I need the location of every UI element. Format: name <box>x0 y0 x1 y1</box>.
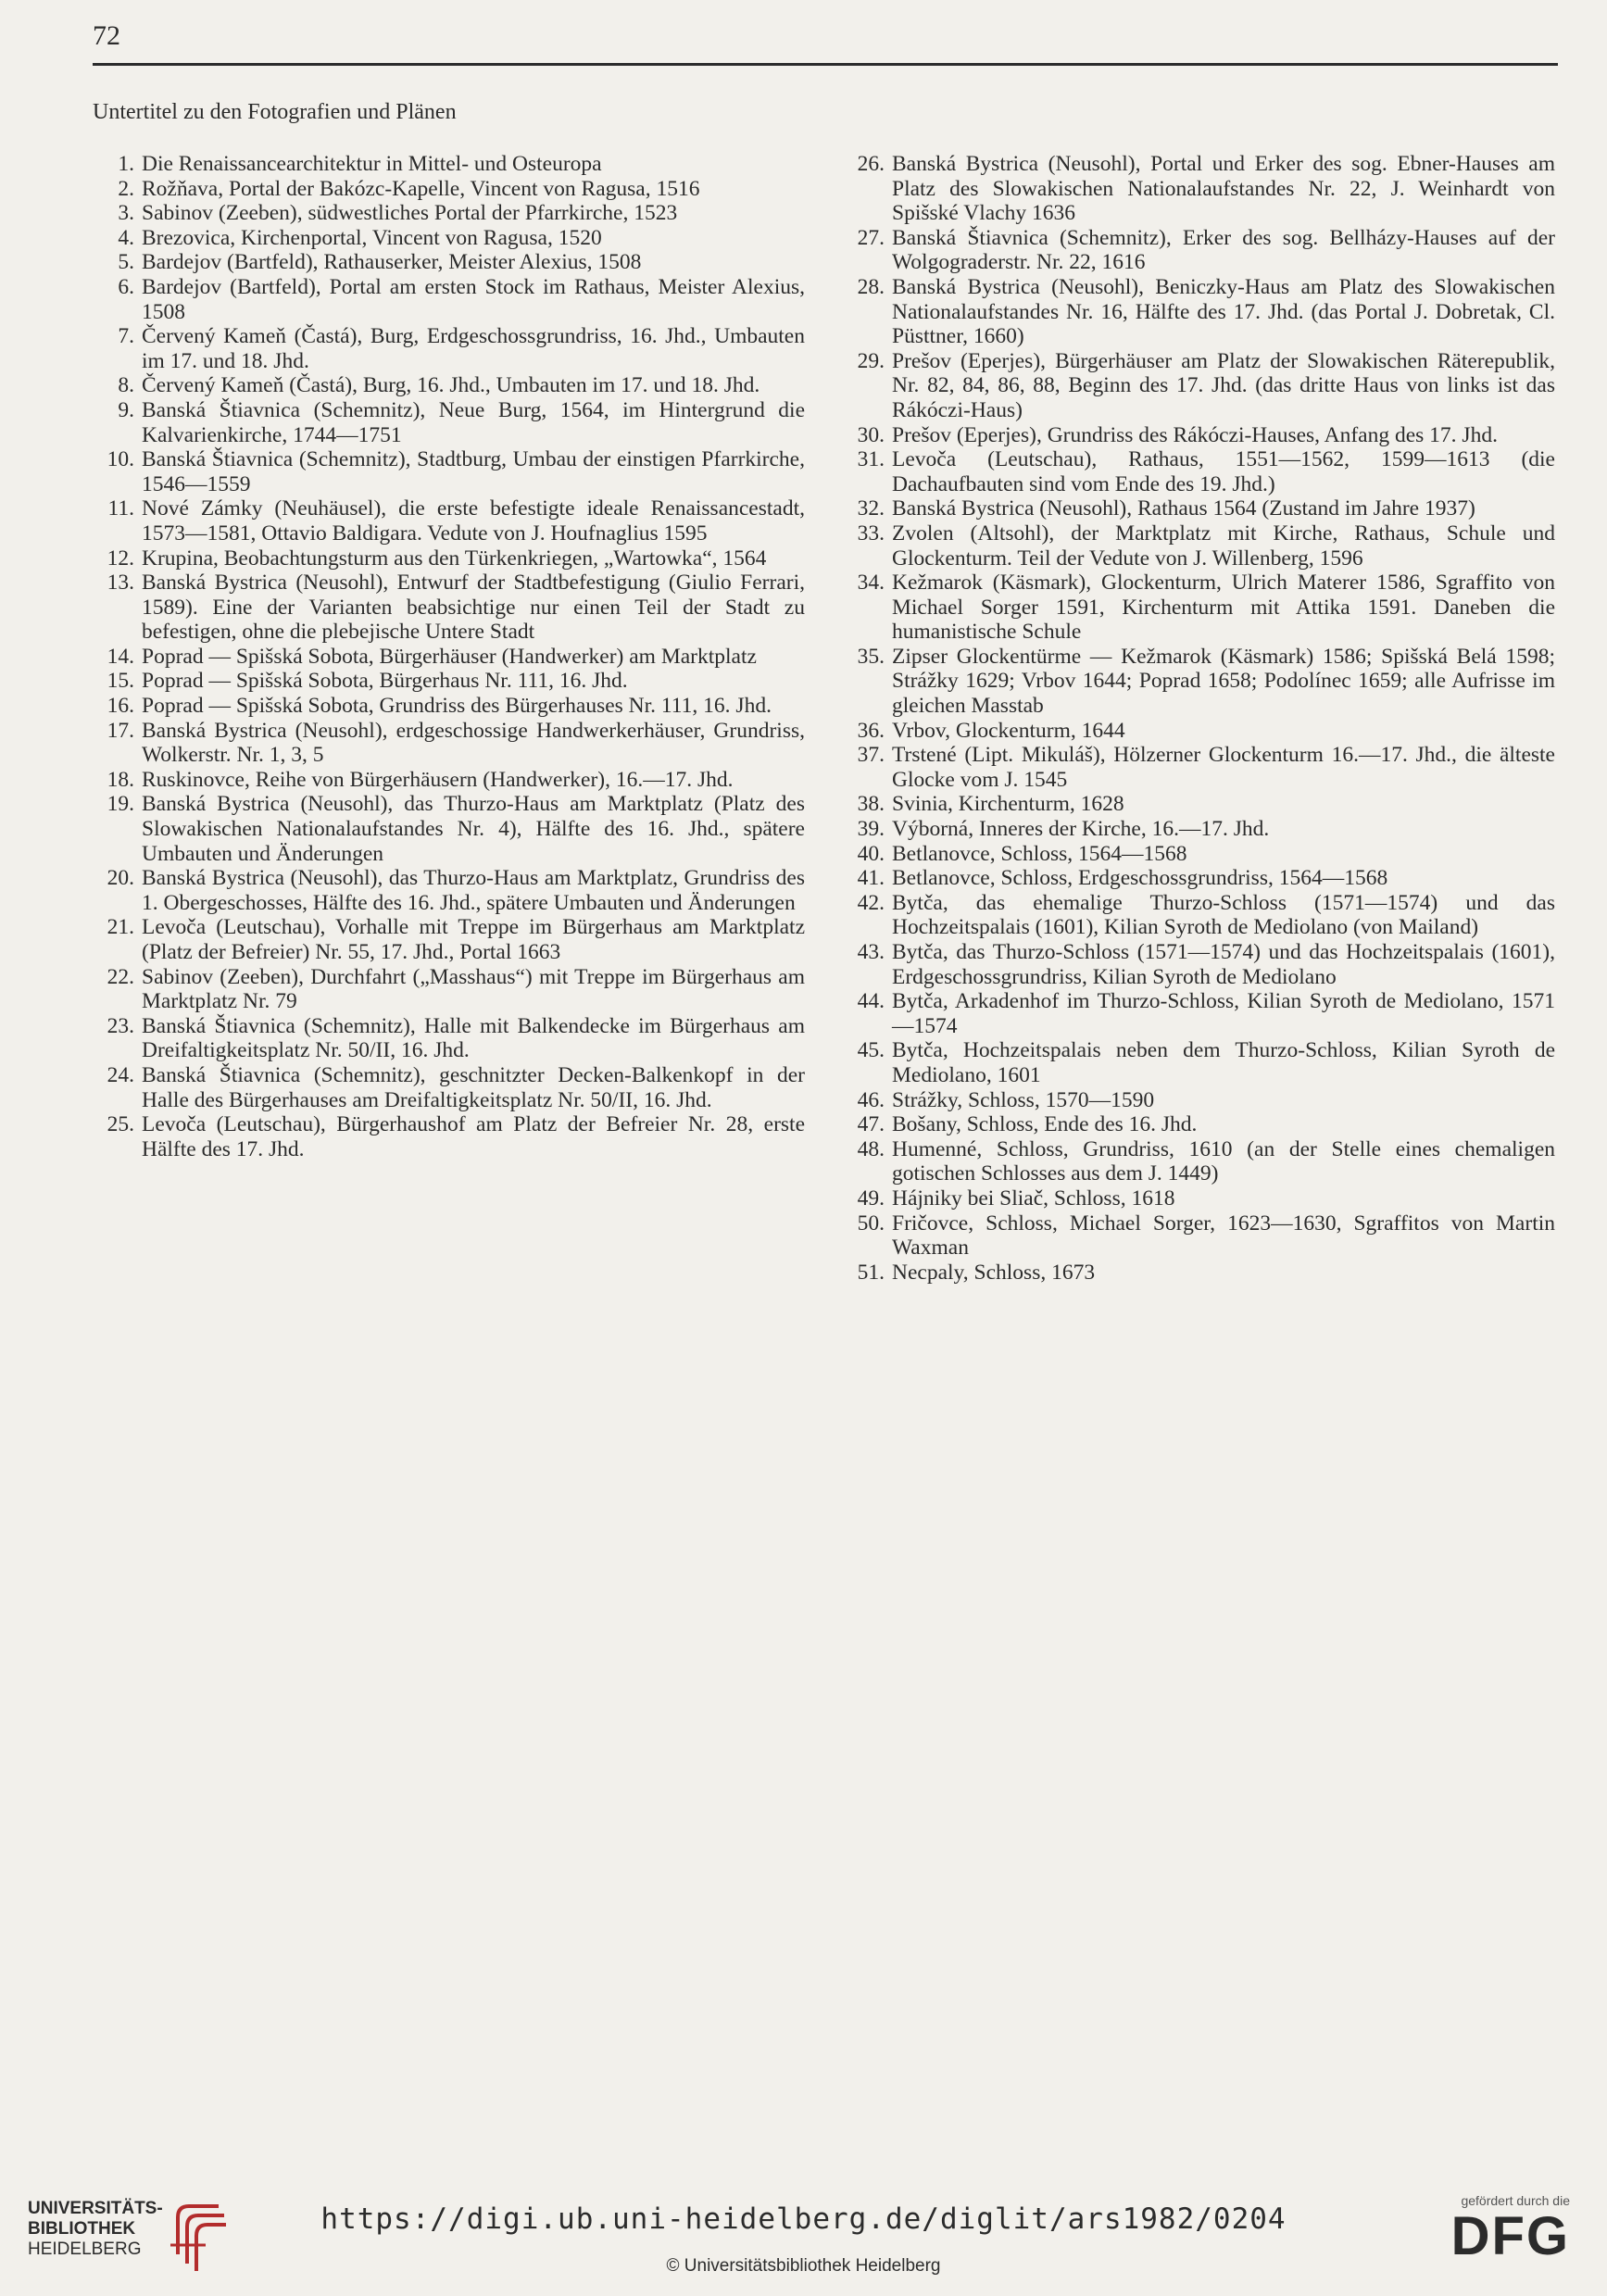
caption-entry <box>847 571 1555 645</box>
caption-entry <box>847 1186 1555 1211</box>
caption-number: 9. <box>118 397 134 422</box>
caption-entry <box>847 866 1555 891</box>
caption-number: 32. <box>857 496 885 521</box>
caption-entry <box>847 743 1555 792</box>
caption-text: Bytča, das Thurzo-Schloss (1571—1574) und das Hochzeitspalais (1601), Erdgeschossgrundriss, Kilian Syroth de Mediolano <box>892 940 1555 989</box>
caption-number: 14. <box>107 644 134 669</box>
caption-text: Bytča, Arkadenhof im Thurzo-Schloss, Kilian Syroth de Mediolano, 1571—1574 <box>892 989 1555 1038</box>
library-name-line3: HEIDELBERG <box>28 2240 142 2259</box>
caption-entry <box>847 423 1555 448</box>
caption-entry <box>847 645 1555 719</box>
caption-number: 29. <box>857 348 885 373</box>
caption-text: Banská Bystrica (Neusohl), Portal und Erker des sog. Ebner-Hauses am Platz des Slowakischen Nationalaufstandes Nr. 22, J. Weinhardt von Spišské Vlachy 1636 <box>892 152 1555 226</box>
caption-text: Bytča, das ehemalige Thurzo-Schloss (1571—1574) und das Hochzeitspalais (1601), Kilian Syroth de Mediolano (von Mailand) <box>892 890 1555 940</box>
caption-text: Zipser Glockentürme — Kežmarok (Käsmark) 1586; Spišská Belá 1598; Strážky 1629; Vrbov 1644; Poprad 1658; Podolínec 1659; alle Aufrisse im gleichen Masstab <box>892 644 1555 719</box>
caption-text: Prešov (Eperjes), Grundriss des Rákóczi-Hauses, Anfang des 17. Jhd. <box>892 422 1498 447</box>
caption-text: Bardejov (Bartfeld), Rathauserker, Meister Alexius, 1508 <box>142 250 642 275</box>
caption-text: Vrbov, Glockenturm, 1644 <box>892 718 1125 743</box>
caption-text: Poprad — Spišská Sobota, Grundriss des Bürgerhauses Nr. 111, 16. Jhd. <box>142 694 772 719</box>
caption-text: Levoča (Leutschau), Rathaus, 1551—1562, 1599—1613 (die Dachaufbauten sind vom Ende des 19. Jhd.) <box>892 447 1555 496</box>
caption-text: Banská Bystrica (Neusohl), Entwurf der Stadtbefestigung (Giulio Ferrari, 1589). Eine der Varianten beabsichtige nur einen Teil der Stadt zu befestigen, ohne die plebejische Untere Stadt <box>142 571 805 645</box>
caption-entry <box>97 965 805 1014</box>
caption-number: 10. <box>107 447 134 472</box>
caption-entry <box>847 1112 1555 1137</box>
caption-text: Červený Kameň (Častá), Burg, 16. Jhd., Umbauten im 17. und 18. Jhd. <box>142 373 760 398</box>
caption-entry <box>97 792 805 866</box>
caption-number: 22. <box>107 964 134 989</box>
dfg-logo[interactable] <box>1451 2193 1570 2265</box>
caption-text: Výborná, Inneres der Kirche, 16.—17. Jhd. <box>892 817 1270 842</box>
caption-text: Humenné, Schloss, Grundriss, 1610 (an der Stelle eines chemaligen gotischen Schlosses aus dem J. 1449) <box>892 1136 1555 1186</box>
caption-number: 25. <box>107 1112 134 1137</box>
left-column <box>97 152 805 1161</box>
caption-number: 31. <box>857 447 885 472</box>
caption-text: Kežmarok (Käsmark), Glockenturm, Ulrich Materer 1586, Sgraffito von Michael Sorger 1591, Kirchenturm mit Attika 1591. Daneben die humanistische Schule <box>892 571 1555 645</box>
caption-entry <box>847 891 1555 940</box>
caption-text: Levoča (Leutschau), Bürgerhaushof am Platz der Befreier Nr. 28, erste Hälfte des 17. Jhd. <box>142 1112 805 1161</box>
caption-entry <box>97 866 805 915</box>
caption-entry <box>97 546 805 571</box>
caption-entry <box>847 1038 1555 1087</box>
caption-entry <box>847 817 1555 842</box>
caption-text: Ruskinovce, Reihe von Bürgerhäusern (Handwerker), 16.—17. Jhd. <box>142 767 734 792</box>
caption-number: 38. <box>857 792 885 817</box>
caption-entry <box>847 1137 1555 1186</box>
caption-text: Svinia, Kirchenturm, 1628 <box>892 792 1124 817</box>
caption-number: 48. <box>857 1136 885 1161</box>
caption-number: 36. <box>857 718 885 743</box>
caption-number: 1. <box>118 152 134 176</box>
caption-text: Banská Bystrica (Neusohl), erdgeschossige Handwerkerhäuser, Grundriss, Wolkerstr. Nr. 1, 3, 5 <box>142 718 805 768</box>
caption-number: 45. <box>857 1038 885 1063</box>
caption-text: Betlanovce, Schloss, 1564—1568 <box>892 841 1187 866</box>
section-heading: Untertitel zu den Fotografien und Plänen <box>93 100 457 124</box>
caption-number: 33. <box>857 521 885 546</box>
caption-entry <box>847 496 1555 521</box>
caption-entry <box>97 447 805 496</box>
caption-number: 12. <box>107 546 134 571</box>
caption-number: 11. <box>107 496 134 521</box>
caption-number: 16. <box>107 694 134 719</box>
caption-entry <box>97 1063 805 1112</box>
caption-text: Die Renaissancearchitektur in Mittel- und Osteuropa <box>142 152 602 176</box>
caption-text: Sabinov (Zeeben), südwestliches Portal der Pfarrkirche, 1523 <box>142 201 678 226</box>
caption-text: Červený Kameň (Častá), Burg, Erdgeschossgrundriss, 16. Jhd., Umbauten im 17. und 18. Jhd. <box>142 324 805 373</box>
caption-number: 6. <box>118 274 134 299</box>
caption-number: 30. <box>857 422 885 447</box>
caption-text: Betlanovce, Schloss, Erdgeschossgrundriss, 1564—1568 <box>892 866 1388 891</box>
copyright-notice: © Universitätsbibliothek Heidelberg <box>666 2256 941 2276</box>
caption-entry <box>97 645 805 670</box>
dfg-wordmark: DFG <box>1450 2206 1570 2266</box>
caption-text: Strážky, Schloss, 1570—1590 <box>892 1087 1155 1112</box>
caption-text: Banská Štiavnica (Schemnitz), Stadtburg, Umbau der einstigen Pfarrkirche, 1546—1559 <box>142 447 805 496</box>
caption-text: Bardejov (Bartfeld), Portal am ersten Stock im Rathaus, Meister Alexius, 1508 <box>142 274 805 324</box>
caption-entry <box>97 694 805 719</box>
caption-entry <box>97 201 805 226</box>
caption-text: Brezovica, Kirchenportal, Vincent von Ragusa, 1520 <box>142 225 602 250</box>
caption-entry <box>97 669 805 694</box>
dfg-funded-by: gefördert durch die <box>1461 2193 1570 2208</box>
caption-entry <box>847 1088 1555 1113</box>
permalink-url[interactable]: https://digi.ub.uni-heidelberg.de/diglit/ars1982/0204 <box>320 2202 1287 2236</box>
caption-text: Prešov (Eperjes), Bürgerhäuser am Platz der Slowakischen Räterepublik, Nr. 82, 84, 86, 88, Beginn des 17. Jhd. (das dritte Haus von links ist das Rákóczi-Haus) <box>892 348 1555 422</box>
caption-number: 2. <box>118 176 134 201</box>
caption-number: 13. <box>107 571 134 596</box>
caption-text: Bošany, Schloss, Ende des 16. Jhd. <box>892 1112 1198 1137</box>
caption-entry <box>847 1211 1555 1261</box>
caption-entry <box>97 915 805 964</box>
caption-entry <box>847 275 1555 349</box>
caption-entry <box>97 768 805 793</box>
caption-number: 37. <box>857 743 885 768</box>
caption-number: 35. <box>857 644 885 669</box>
caption-number: 23. <box>107 1013 134 1038</box>
caption-number: 49. <box>857 1186 885 1211</box>
caption-text: Banská Bystrica (Neusohl), Rathaus 1564 (Zustand im Jahre 1937) <box>892 496 1475 521</box>
caption-text: Banská Bystrica (Neusohl), das Thurzo-Haus am Marktplatz, Grundriss des 1. Obergeschosses, Hälfte des 16. Jhd., spätere Umbauten und Änderungen <box>142 866 805 915</box>
caption-number: 50. <box>857 1211 885 1236</box>
caption-entry <box>97 1014 805 1063</box>
caption-number: 26. <box>857 152 885 176</box>
caption-text: Banská Bystrica (Neusohl), das Thurzo-Haus am Marktplatz (Platz des Slowakischen Nationalaufstandes Nr. 4), Hälfte des 16. Jhd., spätere Umbauten und Änderungen <box>142 792 805 866</box>
caption-text: Banská Štiavnica (Schemnitz), Halle mit Balkendecke im Bürgerhaus am Dreifaltigkeitsplatz Nr. 50/II, 16. Jhd. <box>142 1013 805 1063</box>
caption-number: 47. <box>857 1112 885 1137</box>
caption-number: 8. <box>118 373 134 398</box>
caption-text: Levoča (Leutschau), Vorhalle mit Treppe im Bürgerhaus am Marktplatz (Platz der Befreier) Nr. 55, 17. Jhd., Portal 1663 <box>142 915 805 964</box>
caption-entry <box>97 177 805 202</box>
caption-text: Sabinov (Zeeben), Durchfahrt („Masshaus“) mit Treppe im Bürgerhaus am Marktplatz Nr. 79 <box>142 964 805 1014</box>
caption-entry <box>97 275 805 324</box>
caption-text: Poprad — Spišská Sobota, Bürgerhäuser (Handwerker) am Marktplatz <box>142 644 757 669</box>
caption-number: 21. <box>107 915 134 940</box>
header-rule <box>93 63 1558 66</box>
caption-number: 27. <box>857 225 885 250</box>
caption-text: Hájniky bei Sliač, Schloss, 1618 <box>892 1186 1175 1211</box>
caption-number: 28. <box>857 274 885 299</box>
caption-entry <box>847 940 1555 989</box>
caption-entry <box>97 496 805 546</box>
caption-number: 43. <box>857 940 885 964</box>
caption-text: Krupina, Beobachtungsturm aus den Türkenkriegen, „Wartowka“, 1564 <box>142 546 767 571</box>
caption-entry <box>97 373 805 398</box>
right-column <box>847 152 1555 1285</box>
caption-text: Trstené (Lipt. Mikuláš), Hölzerner Glockenturm 16.—17. Jhd., die älteste Glocke vom J. 1545 <box>892 743 1555 792</box>
caption-entry <box>97 398 805 447</box>
caption-number: 24. <box>107 1062 134 1087</box>
caption-entry <box>847 989 1555 1038</box>
caption-text: Rožňava, Portal der Bakózc-Kapelle, Vincent von Ragusa, 1516 <box>142 176 700 201</box>
caption-entry <box>847 521 1555 571</box>
caption-text: Banská Štiavnica (Schemnitz), Neue Burg, 1564, im Hintergrund die Kalvarienkirche, 1744—1751 <box>142 397 805 447</box>
caption-entry <box>847 152 1555 226</box>
caption-number: 19. <box>107 792 134 817</box>
library-name-line1: UNIVERSITÄTS- <box>28 2199 163 2218</box>
caption-number: 4. <box>118 225 134 250</box>
caption-number: 17. <box>107 718 134 743</box>
caption-text: Fričovce, Schloss, Michael Sorger, 1623—1630, Sgraffitos von Martin Waxman <box>892 1211 1555 1261</box>
caption-number: 5. <box>118 250 134 275</box>
caption-text: Banská Štiavnica (Schemnitz), Erker des sog. Bellházy-Hauses auf der Wolgograderstr. Nr. 22, 1616 <box>892 225 1555 275</box>
caption-number: 51. <box>857 1260 885 1285</box>
caption-number: 3. <box>118 201 134 226</box>
caption-entry <box>97 719 805 768</box>
caption-entry <box>97 571 805 645</box>
caption-entry <box>847 842 1555 867</box>
caption-number: 34. <box>857 571 885 596</box>
caption-entry <box>97 1112 805 1161</box>
caption-entry <box>847 1261 1555 1286</box>
page-number: 72 <box>93 20 120 51</box>
caption-text: Bytča, Hochzeitspalais neben dem Thurzo-Schloss, Kilian Syroth de Mediolano, 1601 <box>892 1038 1555 1087</box>
caption-entry <box>97 324 805 373</box>
caption-number: 7. <box>118 324 134 349</box>
caption-entry <box>847 719 1555 744</box>
caption-text: Banská Bystrica (Neusohl), Beniczky-Haus am Platz des Slowakischen Nationalaufstandes Nr. 16, Hälfte des 17. Jhd. (das Portal J. Dobretak, Cl. Püsttner, 1660) <box>892 274 1555 349</box>
caption-text: Necpaly, Schloss, 1673 <box>892 1260 1096 1285</box>
caption-entry <box>97 152 805 177</box>
caption-number: 41. <box>857 866 885 891</box>
caption-number: 42. <box>857 890 885 915</box>
caption-entry <box>847 349 1555 423</box>
caption-text: Nové Zámky (Neuhäusel), die erste befestigte ideale Renaissancestadt, 1573—1581, Ottavio Baldigara. Vedute von J. Houfnaglius 1595 <box>142 496 805 546</box>
caption-number: 20. <box>107 866 134 891</box>
caption-text: Banská Štiavnica (Schemnitz), geschnitzter Decken-Balkenkopf in der Halle des Bürgerhauses am Dreifaltigkeitsplatz Nr. 50/II, 16. Jhd. <box>142 1062 805 1112</box>
caption-entry <box>847 792 1555 817</box>
caption-text: Zvolen (Altsohl), der Marktplatz mit Kirche, Rathaus, Schule und Glockenturm. Teil der Vedute von J. Willenberg, 1596 <box>892 521 1555 571</box>
library-name-line2: BIBLIOTHEK <box>28 2219 136 2239</box>
caption-number: 46. <box>857 1087 885 1112</box>
caption-entry <box>847 226 1555 275</box>
caption-entry <box>97 226 805 251</box>
caption-number: 40. <box>857 841 885 866</box>
caption-entry <box>847 447 1555 496</box>
caption-number: 44. <box>857 989 885 1014</box>
footer <box>0 2177 1607 2296</box>
caption-entry <box>97 250 805 275</box>
caption-number: 18. <box>107 767 134 792</box>
caption-text: Poprad — Spišská Sobota, Bürgerhaus Nr. 111, 16. Jhd. <box>142 669 628 694</box>
caption-number: 15. <box>107 669 134 694</box>
caption-number: 39. <box>857 817 885 842</box>
